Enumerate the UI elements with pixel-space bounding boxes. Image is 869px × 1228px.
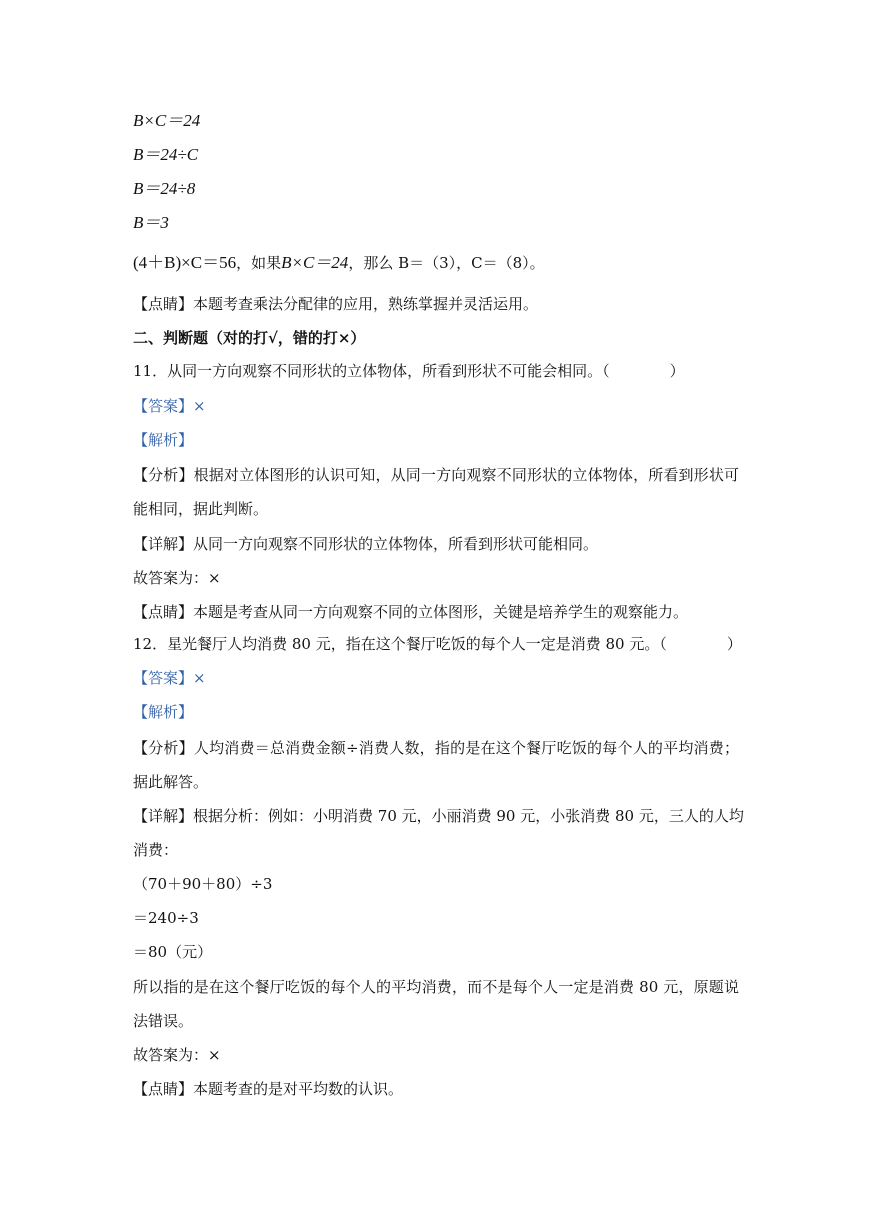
equation: B＝24÷8 [133,179,196,198]
q12-xiangjie-1: 【详解】根据分析：例如：小明消费 70 元，小丽消费 90 元，小张消费 80 元，三人的人均 [133,807,744,825]
q12-dianjing: 【点睛】本题考查的是对平均数的认识。 [133,1080,404,1098]
q12-fenxi-1: 【分析】人均消费＝总消费金额÷消费人数，指的是在这个餐厅吃饭的每个人的平均消费； [133,739,739,757]
equation: B×C＝24 [281,253,349,272]
q11-analysis-label: 【解析】 [133,431,194,449]
q11-answer: 【答案】× [133,397,206,415]
equation: B＝24÷C [133,145,199,164]
calc-line-5 [133,253,545,273]
q12-calc-1: （70＋90＋80）÷3 [133,875,273,893]
q11-dianjing: 【点睛】本题是考查从同一方向观察不同的立体图形，关键是培养学生的观察能力。 [133,603,689,621]
equation: B×C＝24 [133,111,201,130]
dianjing-prev: 【点睛】本题考查乘法分配律的应用，熟练掌握并灵活运用。 [133,295,539,313]
q12-calc-2: ＝240÷3 [133,909,199,927]
q12-calc-3: ＝80（元） [133,943,213,961]
q12-xiangjie-2: 消费： [133,841,179,859]
q11-fenxi-1: 【分析】根据对立体图形的认识可知，从同一方向观察不同形状的立体物体，所看到形状可 [133,466,739,484]
calc-line-1 [133,111,200,131]
q12-conclusion: 故答案为：× [133,1046,221,1064]
calc-line-3 [133,179,195,199]
q11-fenxi-2: 能相同，据此判断。 [133,500,269,518]
q11-question: 11．从同一方向观察不同形状的立体物体，所看到形状不可能会相同。（ ） [133,362,685,380]
q12-explain-2: 法错误。 [133,1012,194,1030]
equation: B＝3 [133,213,169,232]
text: ，如果 [236,254,282,272]
q12-question: 12．星光餐厅人均消费 80 元，指在这个餐厅吃饭的每个人一定是消费 80 元。（ ） [133,635,742,653]
q12-explain-1: 所以指的是在这个餐厅吃饭的每个人的平均消费，而不是每个人一定是消费 80 元，原题说 [133,978,739,996]
equation: (4＋B)×C＝56 [133,253,237,272]
q11-conclusion: 故答案为：× [133,569,221,587]
q12-analysis-label: 【解析】 [133,703,194,721]
text: ，那么 B＝（3），C＝（8）。 [348,254,545,272]
calc-line-2 [133,145,198,165]
q11-xiangjie: 【详解】从同一方向观察不同形状的立体物体，所看到形状可能相同。 [133,535,599,553]
section-title: 二、判断题（对的打√，错的打×） [133,329,366,347]
q12-fenxi-2: 据此解答。 [133,773,209,791]
q12-answer: 【答案】× [133,669,206,687]
calc-line-4 [133,213,169,233]
